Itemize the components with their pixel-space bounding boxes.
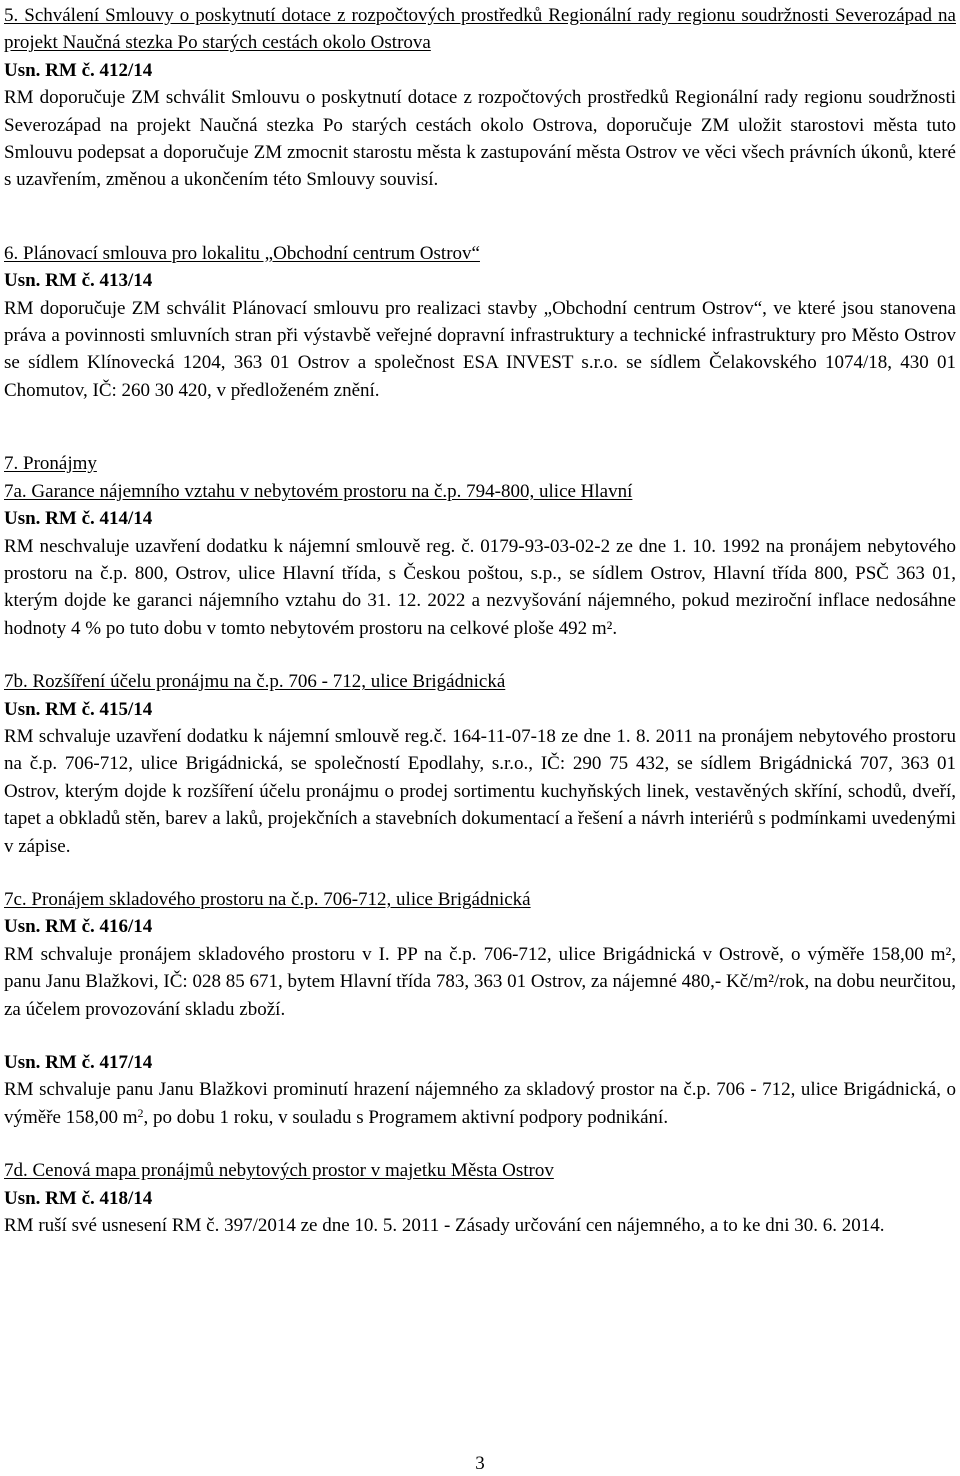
spacer [4,404,956,450]
section-7b-text: RM schvaluje uzavření dodatku k nájemní smlouvě reg.č. 164-11-07-18 ze dne 1. 8. 2011 na pronájem nebytového prostoru na č.p. 706-712, ulice Brigádnická, se společností Epodlahy, s.r.o., IČ: 290 75 432, se sídlem Brigádnická 707, 363 01 Ostrov, kterým dojde k rozšíření účelu pronájmu o prodej sortimentu kuchyňských linek, vestavěných skříní, schodů, dveří, tapet a obkladů stěn, barev a laků, projekčních a stavebních dokumentací a řešení a návrh interiérů s podmínkami uvedenými v zápise. [4,725,956,857]
section-7d-resolution-number: Usn. RM č. 418/14 [4,1187,153,1209]
section-7d-text: RM ruší své usnesení RM č. 397/2014 ze dne 10. 5. 2011 - Zásady určování cen nájemného, a to ke dni 30. 6. 2014. [4,1215,885,1237]
section-7c-text-2-part-a: RM schvaluje panu Janu Blažkovi prominutí hrazení nájemného za skladový prostor na č.p. 706 - 712, ulice Brigádnická, o výměře 158,00 m [4,1079,956,1128]
section-7c-text-1: RM schvaluje pronájem skladového prostoru v I. PP na č.p. 706-712, ulice Brigádnická v Ostrově, o výměře 158,00 m², panu Janu Blažkovi, IČ: 028 85 671, bytem Hlavní třída 783, 363 01 Ostrov, za nájemné 480,- Kč/m²/rok, na dobu neurčitou, za účelem provozování skladu zboží. [4,943,956,1020]
spacer [4,194,956,240]
section-5-text: RM doporučuje ZM schválit Smlouvu o poskytnutí dotace z rozpočtových prostředků Regionální rady regionu soudržnosti Severozápad na projekt Naučná stezka Po starých cestách okolo Ostrova, doporučuje ZM uložit starostovi města tuto Smlouvu podepsat a doporučuje ZM zmocnit starostu města k zastupování města Ostrov ve věci všech právních úkonů, které s uzavřením, změnou a ukončením této Smlouvy souvisí. [4,87,956,191]
section-7c-text-2 [4,1076,956,1131]
spacer [4,1131,956,1157]
section-7d-heading: 7d. Cenová mapa pronájmů nebytových prostor v majetku Města Ostrov [4,1160,554,1182]
section-6-resolution-number: Usn. RM č. 413/14 [4,270,153,292]
section-7c-heading: 7c. Pronájem skladového prostoru na č.p. 706-712, ulice Brigádnická [4,888,531,910]
section-5-resolution-number: Usn. RM č. 412/14 [4,59,153,81]
section-7b-heading: 7b. Rozšíření účelu pronájmu na č.p. 706 - 712, ulice Brigádnická [4,671,506,693]
superscript-exponent: 2 [137,1105,144,1120]
spacer [4,860,956,886]
section-6-heading: 6. Plánovací smlouva pro lokalitu „Obchodní centrum Ostrov“ [4,242,480,264]
section-7c-text-2-part-b: , po dobu 1 roku, v souladu s Programem aktivní podpory podnikání. [143,1106,669,1128]
section-7b-resolution-number: Usn. RM č. 415/14 [4,698,153,720]
section-7c-resolution-number-1: Usn. RM č. 416/14 [4,916,153,938]
page-number: 3 [475,1453,485,1474]
section-7-heading: 7. Pronájmy [4,453,97,475]
document-content [4,2,956,1239]
section-7a-resolution-number: Usn. RM č. 414/14 [4,508,153,530]
section-7a-text: RM neschvaluje uzavření dodatku k nájemní smlouvě reg. č. 0179-93-03-02-2 ze dne 1. 10. 1992 na pronájem nebytového prostoru na č.p. 800, Ostrov, ulice Hlavní třída, s Českou poštou, s.p., se sídlem Ostrov, Hlavní třída 800, PSČ 363 01, kterým dojde ke garanci nájemního vztahu do 31. 12. 2022 a nezvyšování nájemného, pokud meziroční inflace nedosáhne hodnoty 4 % po tuto dobu v tomto nebytovém prostoru na celkové ploše 492 m². [4,535,956,639]
spacer [4,1023,956,1049]
spacer [4,642,956,668]
section-7a-heading: 7a. Garance nájemního vztahu v nebytovém prostoru na č.p. 794-800, ulice Hlavní [4,480,633,502]
section-7c-resolution-number-2: Usn. RM č. 417/14 [4,1052,153,1073]
section-6-text: RM doporučuje ZM schválit Plánovací smlouvu pro realizaci stavby „Obchodní centrum Ostrov“, ve které jsou stanovena práva a povinnosti smluvních stran při výstavbě veřejné dopravní infrastruktury a technické infrastruktury pro Město Ostrov se sídlem Klínovecká 1204, 363 01 Ostrov a společnost ESA INVEST s.r.o. se sídlem Čelakovského 1074/18, 430 01 Chomutov, IČ: 260 30 420, v předloženém znění. [4,297,956,401]
section-5-heading: 5. Schválení Smlouvy o poskytnutí dotace z rozpočtových prostředků Regionální rady regionu soudržnosti Severozápad na projekt Naučná stezka Po starých cestách okolo Ostrova [4,5,956,54]
